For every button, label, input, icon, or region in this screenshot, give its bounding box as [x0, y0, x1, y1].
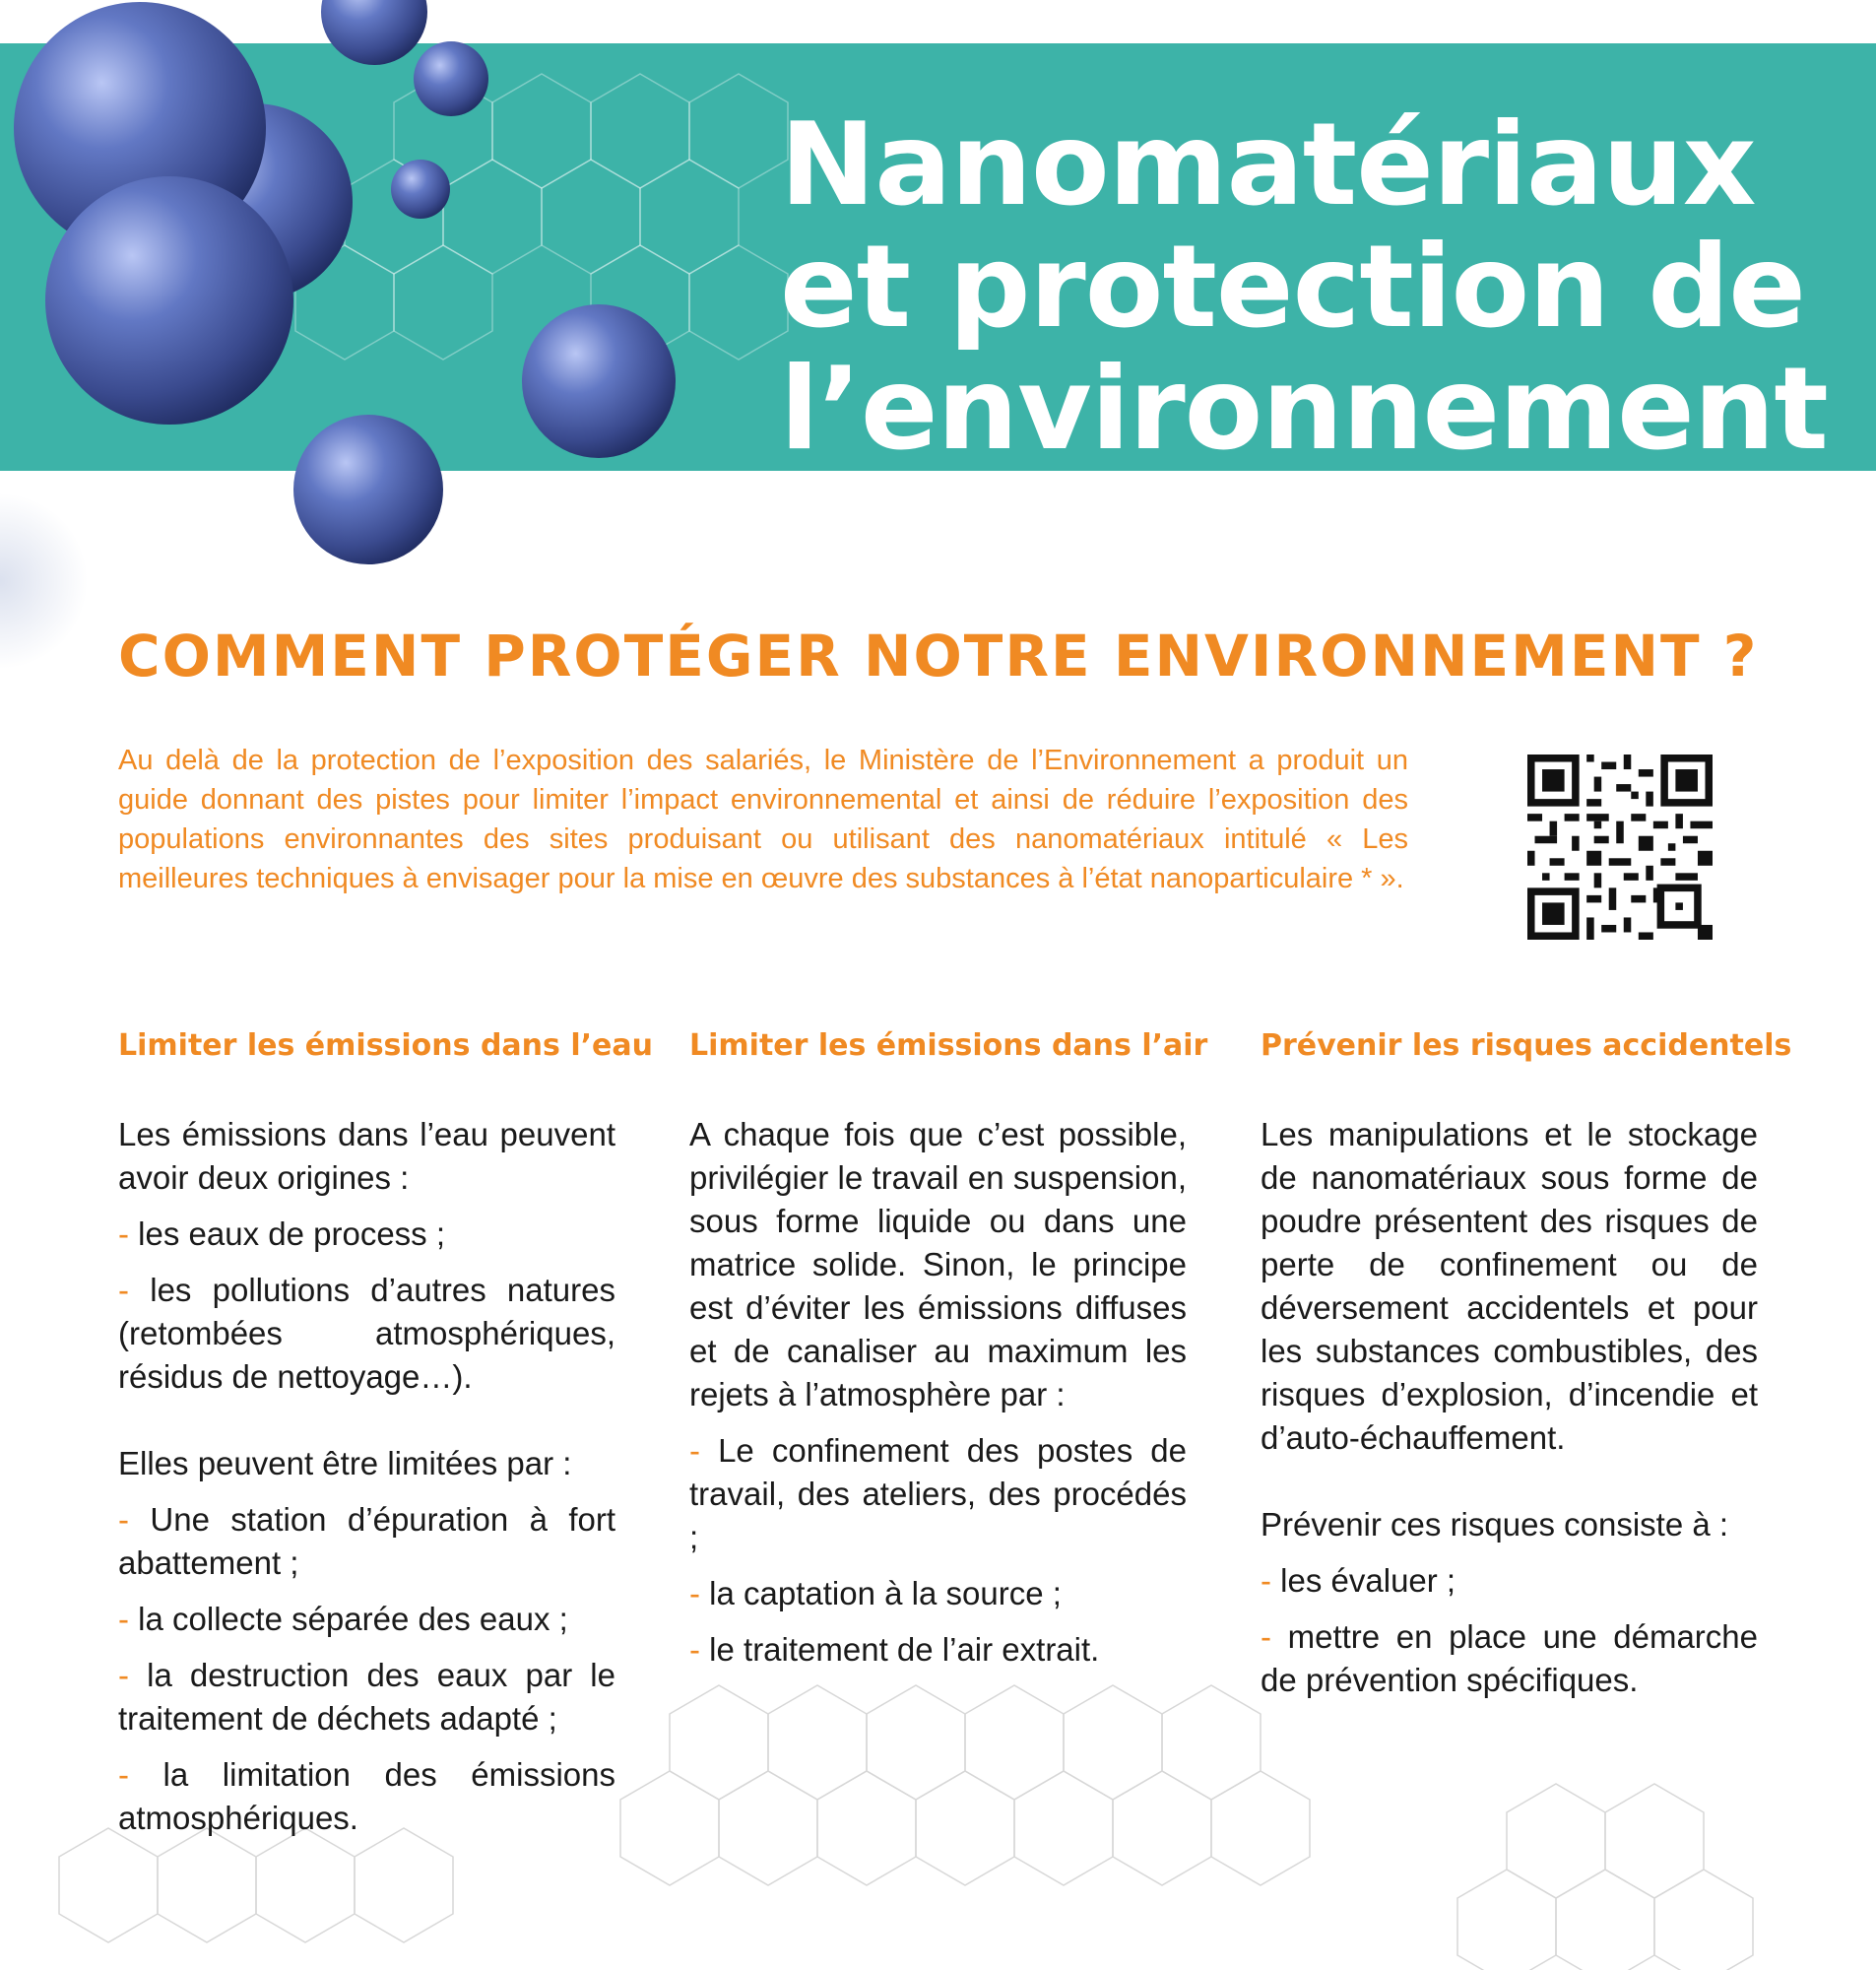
nanoparticle-spheres-illustration [0, 0, 748, 571]
sphere-icon [522, 304, 676, 458]
list-dash: - [118, 1657, 129, 1693]
list-dash: - [689, 1432, 700, 1469]
column-title: Limiter les émissions dans l’air [689, 1028, 1208, 1063]
list-dash: - [118, 1215, 129, 1252]
column-accidents [1261, 1024, 1792, 1702]
sphere-icon [414, 41, 488, 116]
column-title: Limiter les émissions dans l’eau [118, 1028, 653, 1063]
list-dash: - [1261, 1562, 1271, 1599]
sphere-icon [391, 160, 450, 219]
list-dash: - [1261, 1618, 1271, 1655]
page-title [780, 98, 1828, 471]
title-line-1: Nanomatériaux [780, 98, 1756, 231]
column-title: Prévenir les risques accidentels [1261, 1028, 1792, 1063]
list-item: - le traitement de l’air extrait. [689, 1631, 1100, 1668]
list-dash: - [689, 1631, 700, 1668]
list-item: - mettre en place une démarche de prévention spécifiques. [1261, 1618, 1758, 1698]
list-item: - la captation à la source ; [689, 1575, 1062, 1611]
column-water [118, 1024, 653, 1840]
list-item: - la destruction des eaux par le traitement de déchets adapté ; [118, 1657, 615, 1737]
paragraph: A chaque fois que c’est possible, privilégier le travail en suspension, sous forme liquide ou dans une matrice solide. Sinon, le principe est d’éviter les émissions diffuses et de canaliser au maximum les rejets à l’atmosphère par : [689, 1116, 1187, 1412]
sphere-icon [321, 0, 427, 65]
paragraph: Prévenir ces risques consiste à : [1261, 1506, 1729, 1543]
intro-paragraph: Au delà de la protection de l’exposition des salariés, le Ministère de l’Environnement a produit un guide donnant des pistes pour limiter l’impact environnemental et ainsi de réduire l’exposition des populations environnantes des sites produisant ou utilisant des nanomatériaux intitulé « Les meilleures techniques à envisager pour la mise en œuvre des substances à l’état nanoparticulaire * ». [118, 745, 1408, 894]
paragraph: Les manipulations et le stockage de nanomatériaux sous forme de poudre présentent des risques de perte de confinement ou de déversement accidentels et pour les substances combustibles, des risques d’explosion, d’incendie et d’auto-échauffement. [1261, 1116, 1758, 1456]
list-item: - les eaux de process ; [118, 1215, 446, 1252]
column-air [689, 1024, 1208, 1672]
list-item: - les évaluer ; [1261, 1562, 1456, 1599]
paragraph: Les émissions dans l’eau peuvent avoir deux origines : [118, 1116, 615, 1196]
title-line-3: l’environnement [780, 343, 1828, 471]
section-heading: COMMENT PROTÉGER NOTRE ENVIRONNEMENT ? [118, 623, 1759, 690]
paragraph: Elles peuvent être limitées par : [118, 1445, 572, 1481]
list-item: - Le confinement des postes de travail, des ateliers, des procédés ; [689, 1432, 1187, 1555]
list-item: - les pollutions d’autres natures (retombées atmosphériques, résidus de nettoyage…). [118, 1272, 615, 1395]
list-dash: - [118, 1601, 129, 1637]
title-line-2: et protection de [780, 221, 1805, 354]
list-dash: - [118, 1756, 129, 1793]
list-item: - la limitation des émissions atmosphériques. [118, 1756, 615, 1836]
sphere-icon [45, 176, 293, 425]
list-dash: - [118, 1501, 129, 1538]
list-item: - la collecte séparée des eaux ; [118, 1601, 568, 1637]
sphere-icon [293, 415, 443, 564]
qr-code-icon[interactable] [1527, 755, 1713, 940]
list-item: - Une station d’épuration à fort abattement ; [118, 1501, 616, 1581]
list-dash: - [689, 1575, 700, 1611]
list-dash: - [118, 1272, 129, 1308]
